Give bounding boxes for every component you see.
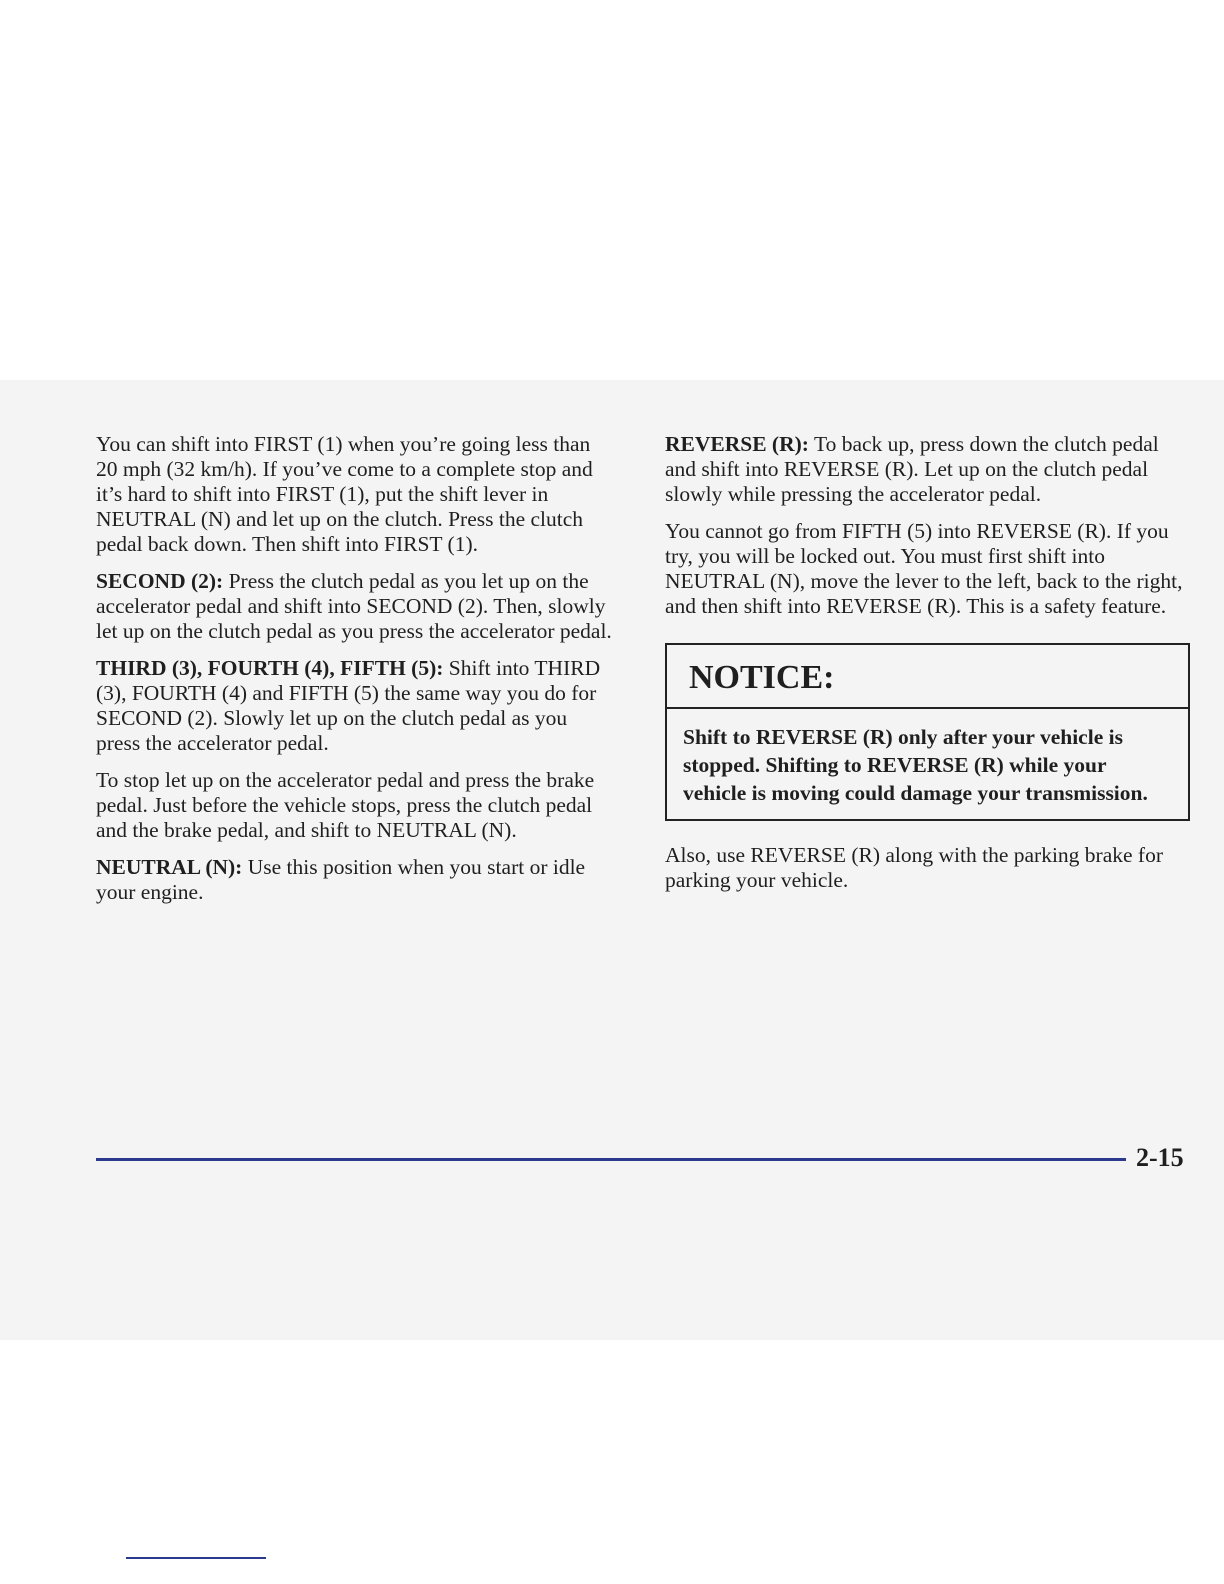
- page-number: 2-15: [1136, 1143, 1184, 1172]
- paragraph-parking: Also, use REVERSE (R) along with the parking brake for parking your vehicle.: [665, 843, 1163, 892]
- notice-body: Shift to REVERSE (R) only after your vehicle is stopped. Shifting to REVERSE (R) while your vehicle is moving could damage your transmission.: [683, 725, 1148, 805]
- paragraph-second-gear: SECOND (2): Press the clutch pedal as you let up on the accelerator pedal and shift into SECOND (2). Then, slowly let up on the clutch pedal as you press the accelerator pedal.: [96, 569, 612, 643]
- paragraph-first-gear: You can shift into FIRST (1) when you’re going less than 20 mph (32 km/h). If you’ve come to a complete stop and it’s hard to shift into FIRST (1), put the shift lever in NEUTRAL (N) and let up on the clutch. Press the clutch pedal back down. Then shift into FIRST (1).: [96, 432, 593, 556]
- notice-title: NOTICE:: [667, 645, 1188, 709]
- paragraph-neutral: NEUTRAL (N): Use this position when you start or idle your engine.: [96, 855, 586, 904]
- notice-box: [665, 643, 1190, 821]
- bottom-short-rule: [126, 1557, 266, 1559]
- left-column: [96, 432, 616, 917]
- right-column: [665, 432, 1190, 905]
- paragraph-reverse: REVERSE (R): To back up, press down the clutch pedal and shift into REVERSE (R). Let up on the clutch pedal slowly while pressing the accelerator pedal.: [665, 432, 1159, 506]
- paragraph-fifth-lockout: You cannot go from FIFTH (5) into REVERSE (R). If you try, you will be locked out. You must first shift into NEUTRAL (N), move the lever to the left, back to the right, and then shift into REVERSE (R). This is a safety feature.: [665, 519, 1183, 618]
- paragraph-stopping: To stop let up on the accelerator pedal and press the brake pedal. Just before the vehicle stops, press the clutch pedal and the brake pedal, and shift to NEUTRAL (N).: [96, 768, 595, 842]
- paragraph-third-fourth-fifth: THIRD (3), FOURTH (4), FIFTH (5): Shift into THIRD (3), FOURTH (4) and FIFTH (5) the same way you do for SECOND (2). Slowly let up on the clutch pedal as you press the accelerator pedal.: [96, 656, 601, 755]
- footer-rule: [96, 1158, 1126, 1161]
